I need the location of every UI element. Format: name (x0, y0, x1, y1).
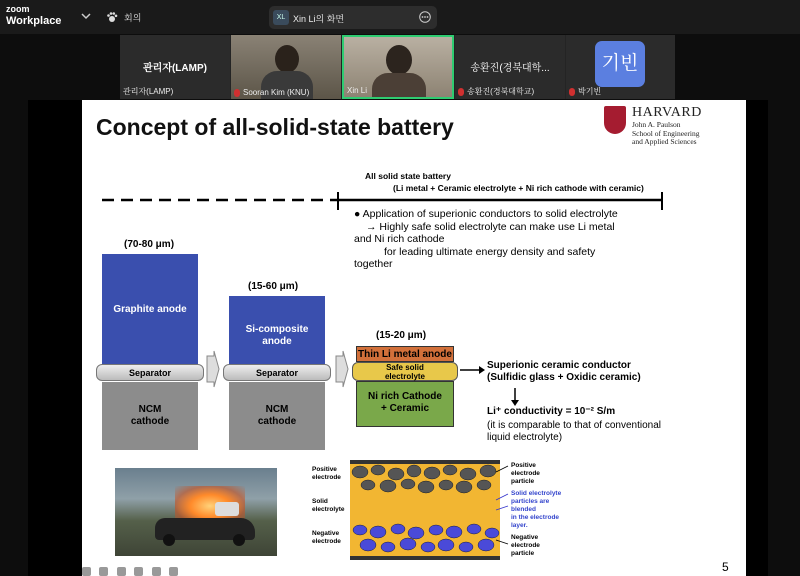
negative-electrode-label: Negative electrode (312, 530, 341, 545)
paw-icon[interactable] (106, 11, 118, 23)
harvard-logo (604, 104, 744, 148)
solid-electrolyte-label: Solid electrolyte (312, 498, 345, 513)
solid-electrolyte-particle-label: Solid electrolyte particles are blended in the electrode layer. (511, 490, 562, 529)
thickness-label-3: (15-20 μm) (376, 330, 427, 341)
participant-video-tile-active[interactable] (342, 35, 454, 99)
previous-slide-icon[interactable] (82, 567, 91, 576)
sharer-avatar: XL (273, 10, 289, 25)
graphite-anode: Graphite anode (102, 254, 198, 366)
ncm-cathode-1: NCM cathode (102, 382, 198, 450)
harvard-name: HARVARD (632, 105, 702, 120)
positive-particle-label: Positive electrode particle (511, 462, 540, 485)
participant-display-name: 송환진(경북대학... (470, 63, 550, 74)
arrow-down-icon (510, 388, 520, 406)
positive-electrode-label: Positive electrode (312, 466, 341, 481)
brand-bottom: Workplace (6, 15, 62, 27)
participant-tile[interactable] (566, 35, 675, 99)
participant-gallery (120, 35, 675, 99)
captions-icon[interactable] (134, 567, 143, 576)
harvard-subtitle: John A. Paulson School of Engineering and Applied Sciences (632, 120, 700, 146)
harvard-shield-icon (604, 106, 626, 134)
participant-head (386, 45, 412, 75)
ni-rich-cathode: Ni rich Cathode + Ceramic (356, 381, 454, 427)
negative-particle-label: Negative electrode particle (511, 534, 540, 557)
screen-share-indicator[interactable] (269, 6, 437, 29)
share-label: Xin Li의 화면 (293, 14, 345, 24)
separator-2: Separator (223, 364, 331, 381)
participant-head (275, 45, 299, 73)
arrow-right-icon (335, 350, 349, 388)
brand-top: zoom (6, 4, 30, 14)
participant-name-tag: 관리자(LAMP) (123, 87, 174, 96)
thickness-label-1: (70-80 μm) (124, 239, 175, 250)
application-text: ● Application of superionic conductors to solid electrolyte → Highly safe solid electrolyte can make use Li metal and Ni rich cathode for leading ultimate energy density and safety together (354, 208, 618, 270)
superionic-conductor-text: Superionic ceramic conductor (Sulfidic glass + Oxidic ceramic) (487, 360, 641, 383)
participant-name-tag: Sooran Kim (KNU) (234, 88, 309, 97)
participant-avatar: 기빈 (595, 41, 645, 87)
more-options-icon[interactable] (419, 11, 431, 23)
pen-icon[interactable] (99, 567, 108, 576)
electrode-diagram (312, 460, 562, 560)
asb-heading: All solid state battery (365, 171, 451, 181)
shared-screen (28, 100, 768, 576)
si-composite-anode: Si-composite anode (229, 296, 325, 366)
more-icon[interactable] (169, 567, 178, 576)
participant-name-tag: 송환진(경북대학교) (458, 86, 534, 97)
arrow-right-icon (460, 364, 486, 376)
solid-electrolyte: Safe solid electrolyte (352, 362, 458, 381)
video-icon[interactable] (152, 567, 161, 576)
muted-mic-icon (458, 88, 464, 96)
thickness-label-2: (15-60 μm) (248, 281, 299, 292)
slide-title: Concept of all-solid-state battery (96, 114, 454, 140)
muted-mic-icon (234, 89, 240, 97)
conductivity-note: (it is comparable to that of conventional liquid electrolyte) (487, 420, 661, 443)
arrow-right-icon (206, 350, 220, 388)
page-number: 5 (722, 560, 729, 574)
participant-name-tag: Xin Li (347, 86, 368, 95)
participant-display-name: 관리자(LAMP) (143, 63, 207, 74)
participant-tile[interactable] (120, 35, 230, 99)
chevron-down-icon[interactable] (81, 11, 91, 21)
meeting-label[interactable]: 회의 (124, 13, 142, 23)
top-bar (0, 0, 800, 34)
conductivity-text: Li⁺ conductivity = 10⁻² S/m (487, 406, 616, 417)
ncm-cathode-2: NCM cathode (229, 382, 325, 450)
slide-toolbar (82, 563, 182, 575)
zoom-icon[interactable] (117, 567, 126, 576)
burning-car-photo (115, 468, 277, 556)
participant-body (372, 73, 426, 99)
electrode-cross-section (350, 460, 510, 560)
zoom-logo (6, 5, 61, 27)
separator-1: Separator (96, 364, 204, 381)
participant-video-tile[interactable] (231, 35, 341, 99)
li-metal-anode: Thin Li metal anode (356, 346, 454, 362)
asb-subheading: (Li metal + Ceramic electrolyte + Ni rich cathode with ceramic) (393, 183, 644, 193)
participant-name-tag: 박기빈 (569, 86, 601, 97)
muted-mic-icon (569, 88, 575, 96)
presentation-slide (82, 100, 746, 576)
participant-tile[interactable] (455, 35, 565, 99)
